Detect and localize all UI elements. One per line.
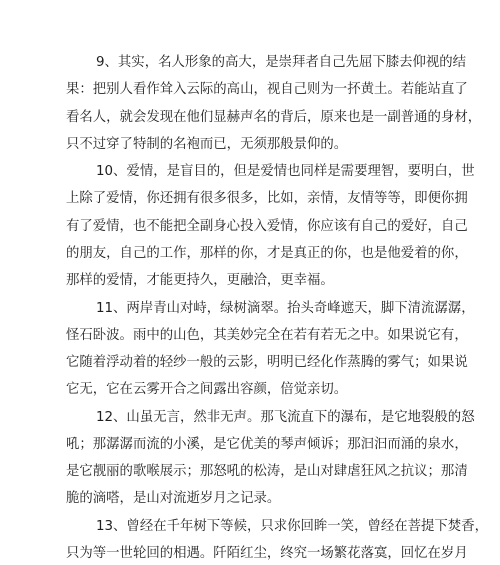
paragraph-11-line-1: 11、两岸青山对峙，绿树滴翠。抬头奇峰遮天，脚下清流潺潺， [96, 300, 475, 316]
paragraph-11-line-4: 它无，它在云雾开合之间露出容颜，倍觉亲切。 [66, 382, 348, 398]
paragraph-12-line-3: 是它靓丽的歌喉展示；那怒吼的松涛，是山对肆虐狂风之抗议；那清 [66, 464, 468, 480]
paragraph-11-line-2: 怪石卧波。雨中的山色，其美妙完全在若有若无之中。如果说它有， [66, 327, 468, 343]
paragraph-9-line-2: 果：把别人看作耸入云际的高山，视自己则为一抔黄土。若能站直了 [66, 82, 468, 98]
paragraph-12-line-2: 吼；那潺潺而流的小溪，是它优美的琴声倾诉；那汩汩而涌的泉水， [66, 436, 468, 452]
paragraph-10-line-3: 有了爱情，也不能把全副身心投入爱情，你应该有自己的爱好，自己 [66, 218, 468, 234]
paragraph-11-line-3: 它随着浮动着的轻纱一般的云影，明明已经化作蒸腾的雾气；如果说 [66, 355, 468, 371]
paragraph-9-line-1: 9、其实，名人形象的高大，是崇拜者自己先屈下膝去仰视的结 [96, 55, 467, 70]
paragraph-10-line-1: 10、爱情，是盲目的，但是爱情也同样是需要理智，要明白，世 [96, 164, 475, 180]
paragraph-12-line-4: 脆的滴嗒，是山对流逝岁月之记录。 [66, 491, 281, 507]
paragraph-13-line-2: 只为等一世轮回的相遇。阡陌红尘，终究一场繁花落寞，回忆在岁月 [66, 546, 468, 561]
paragraph-9-line-3: 看名人，就会发现在他们显赫声名的背后，原来也是一副普通的身材， [66, 109, 482, 125]
paragraph-10-line-4: 的朋友，自己的工作，那样的你，才是真正的你，也是他爱着的你， [66, 245, 468, 261]
paragraph-12-line-1: 12、山虽无言，然非无声。那飞流直下的瀑布，是它地裂般的怒 [96, 409, 475, 425]
paragraph-10-line-2: 上除了爱情，你还拥有很多很多，比如，亲情，友情等等，即便你拥 [66, 191, 468, 207]
paragraph-9-line-4: 只不过穿了特制的名袍而已，无须那般景仰的。 [66, 136, 348, 152]
paragraph-10-line-5: 那样的爱情，才能更持久，更融洽，更幸福。 [66, 273, 334, 289]
paragraph-13-line-1: 13、曾经在千年树下等候，只求你回眸一笑，曾经在菩提下焚香， [96, 518, 488, 534]
